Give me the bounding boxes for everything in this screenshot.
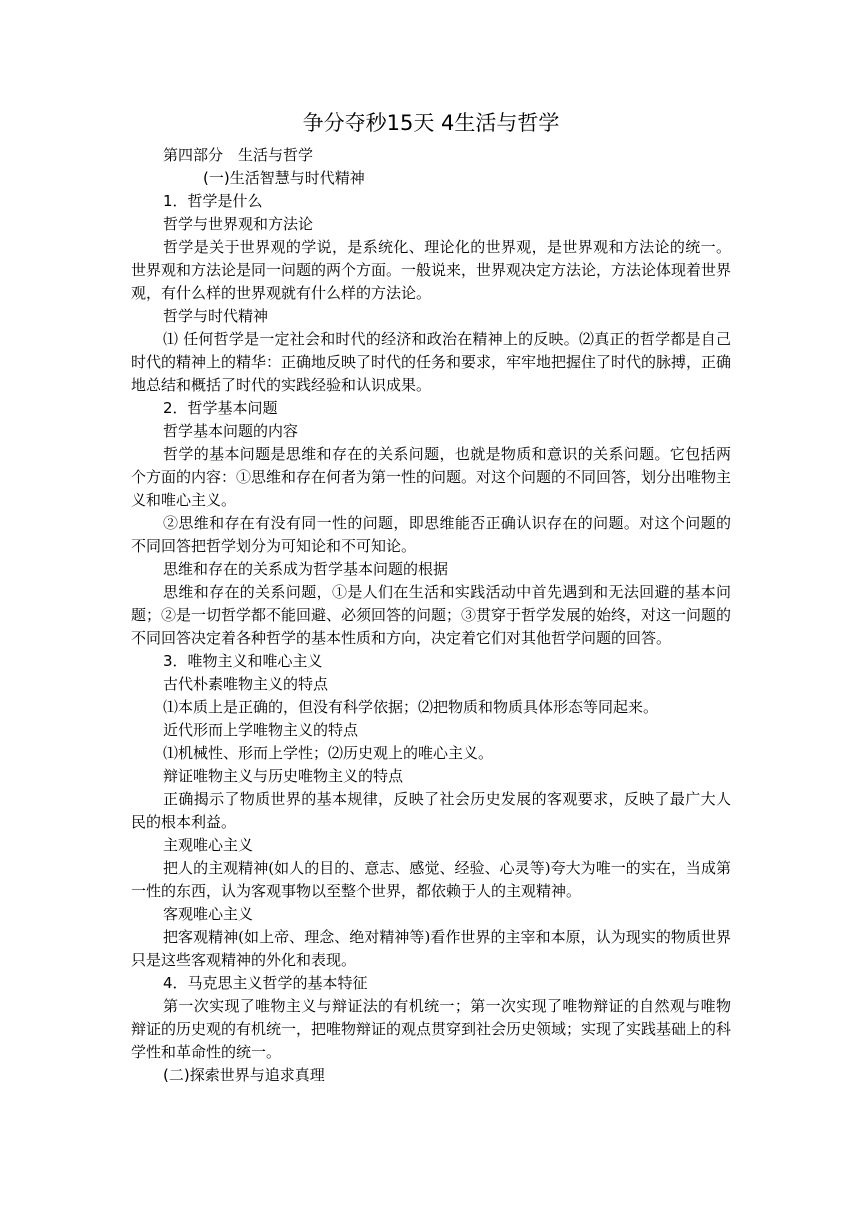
item-heading-4: 4．马克思主义哲学的基本特征 [163,974,368,992]
subheading-ancient-materialism: 古代朴素唯物主义的特点 [163,675,329,693]
subheading-dialectical-materialism: 辩证唯物主义与历史唯物主义的特点 [163,767,404,785]
paragraph: ②思维和存在有没有同一性的问题，即思维能否正确认识存在的问题。对这个问题的不同回答把哲学划分为可知论和不可知论。 [131,514,731,555]
subheading-basic-question: 哲学基本问题的内容 [163,422,299,440]
paragraph: ⑴机械性、形而上学性；⑵历史观上的唯心主义。 [163,744,494,762]
item-heading-3: 3．唯物主义和唯心主义 [163,652,323,670]
subheading-basis: 思维和存在的关系成为哲学基本问题的根据 [163,560,449,578]
paragraph: 第一次实现了唯物主义与辩证法的有机统一；第一次实现了唯物辩证的自然观与唯物辩证的历史观的有机统一，把唯物辩证的观点贯穿到社会历史领域；实现了实践基础上的科学性和革命性的统一。 [131,997,732,1061]
subheading-objective-idealism: 客观唯心主义 [163,905,254,923]
item-heading-2: 2．哲学基本问题 [163,399,278,417]
paragraph: 把客观精神(如上帝、理念、绝对精神等)看作世界的主宰和本原，认为现实的物质世界只是这些客观精神的外化和表现。 [131,928,731,969]
part-heading: 第四部分 生活与哲学 [163,146,314,164]
paragraph: 思维和存在的关系问题，①是人们在生活和实践活动中首先遇到和无法回避的基本问题；②是一切哲学都不能回避、必须回答的问题；③贯穿于哲学发展的始终，对这一问题的不同回答决定着各种哲学的基本性质和方向，决定着它们对其他哲学问题的回答。 [131,583,732,647]
subheading-subjective-idealism: 主观唯心主义 [163,836,254,854]
paragraph: ⑴本质上是正确的，但没有科学依据；⑵把物质和物质具体形态等同起来。 [163,698,659,716]
item-heading-1: 1．哲学是什么 [163,192,263,210]
section-heading-1: (一)生活智慧与时代精神 [203,169,365,187]
page-title: 争分夺秒15天 4生活与哲学 [302,111,560,135]
section-heading-2: (二)探索世界与追求真理 [163,1066,325,1084]
subheading-era-spirit: 哲学与时代精神 [163,307,269,325]
paragraph: 哲学的基本问题是思维和存在的关系问题，也就是物质和意识的关系问题。它包括两个方面的内容：①思维和存在何者为第一性的问题。对这个问题的不同回答，划分出唯物主义和唯心主义。 [131,445,732,509]
subheading-worldview: 哲学与世界观和方法论 [163,215,314,233]
subheading-modern-materialism: 近代形而上学唯物主义的特点 [163,721,359,739]
paragraph: 哲学是关于世界观的学说，是系统化、理论化的世界观，是世界观和方法论的统一。世界观和方法论是同一问题的两个方面。一般说来，世界观决定方法论，方法论体现着世界观，有什么样的世界观就有什么样的方法论。 [131,238,732,302]
paragraph: 把人的主观精神(如人的目的、意志、感觉、经验、心灵等)夸大为唯一的实在，当成第一性的东西，认为客观事物以至整个世界，都依赖于人的主观精神。 [131,859,731,900]
paragraph: 正确揭示了物质世界的基本规律，反映了社会历史发展的客观要求，反映了最广大人民的根本利益。 [131,790,731,831]
document-page [131,108,731,1087]
paragraph: ⑴ 任何哲学是一定社会和时代的经济和政治在精神上的反映。⑵真正的哲学都是自己时代的精神上的精华：正确地反映了时代的任务和要求，牢牢地把握住了时代的脉搏，正确地总结和概括了时代的实践经验和认识成果。 [131,330,732,394]
